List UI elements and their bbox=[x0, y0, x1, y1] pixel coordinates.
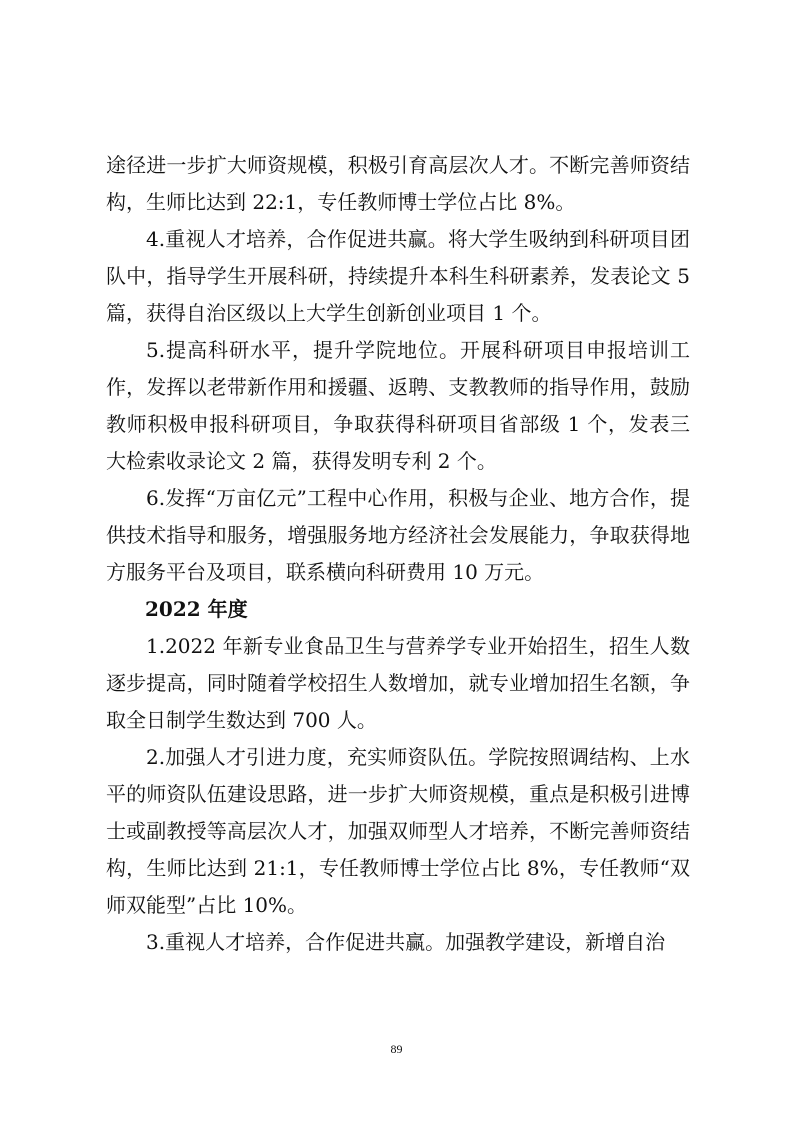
paragraph-item-4: 4.重视人才培养，合作促进共赢。将大学生吸纳到科研项目团队中，指导学生开展科研，持续提升本科生科研素养，发表论文 5 篇，获得自治区级以上大学生创新创业项目 1 个。 bbox=[106, 227, 690, 325]
section-heading-2022: 2022 年度 bbox=[145, 597, 248, 621]
paragraph-2022-item-3: 3.重视人才培养，合作促进共赢。加强教学建设，新增自治 bbox=[146, 930, 666, 954]
paragraph-2022-item-1: 1.2022 年新专业食品卫生与营养学专业开始招生，招生人数逐步提高，同时随着学校招生人数增加，就专业增加招生名额，争取全日制学生数达到 700 人。 bbox=[106, 634, 690, 732]
paragraph-2022-item-2: 2.加强人才引进力度，充实师资队伍。学院按照调结构、上水平的师资队伍建设思路，进一步扩大师资规模，重点是积极引进博士或副教授等高层次人才，加强双师型人才培养，不断完善师资结构，生师比达到 21:1，专任教师博士学位占比 8%，专任教师“双师双能型”占比 10%。 bbox=[106, 745, 690, 917]
paragraph-item-6: 6.发挥“万亩亿元”工程中心作用，积极与企业、地方合作，提供技术指导和服务，增强服务地方经济社会发展能力，争取获得地方服务平台及项目，联系横向科研费用 10 万元。 bbox=[106, 486, 690, 584]
paragraph-continuation: 途径进一步扩大师资规模，积极引育高层次人才。不断完善师资结构，生师比达到 22:1，专任教师博士学位占比 8%。 bbox=[106, 153, 690, 214]
paragraph-item-5: 5.提高科研水平，提升学院地位。开展科研项目申报培训工作，发挥以老带新作用和援疆、返聘、支教教师的指导作用，鼓励教师积极申报科研项目，争取获得科研项目省部级 1 个，发表三大检索收录论文 2 篇，获得发明专利 2 个。 bbox=[106, 338, 690, 473]
page-number: 89 bbox=[390, 1042, 403, 1056]
